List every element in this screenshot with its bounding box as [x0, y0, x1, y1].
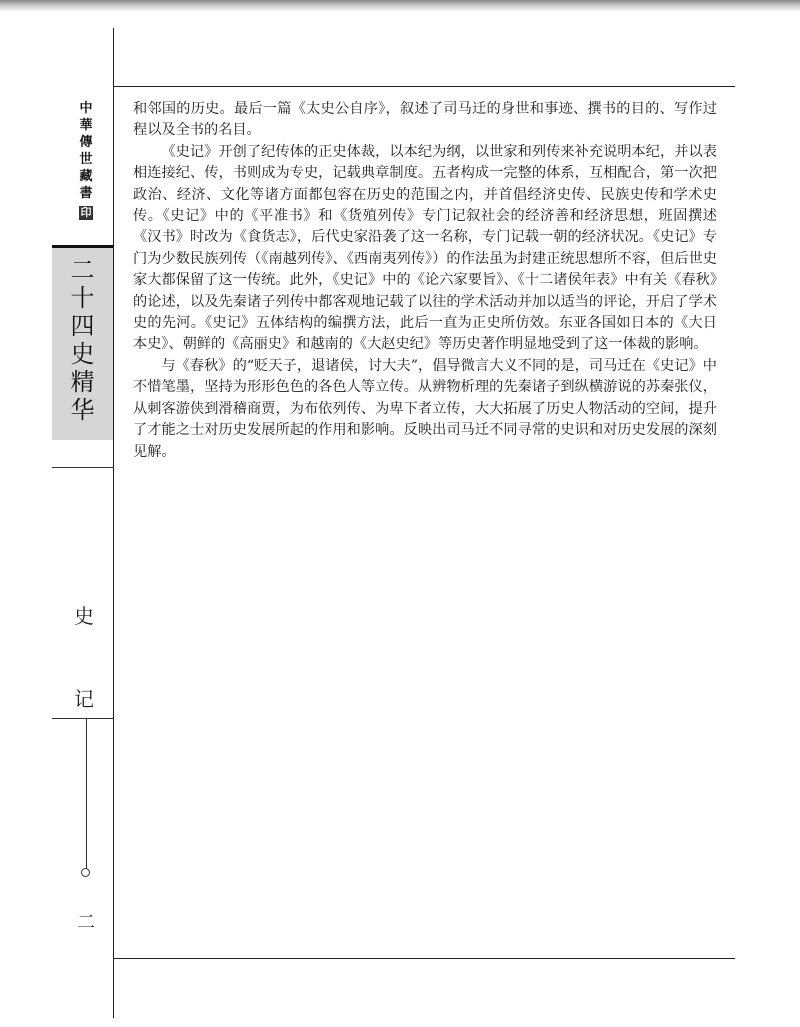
series-title-char: 藏	[79, 169, 93, 184]
header-rule	[113, 86, 735, 87]
circle-ornament-icon	[81, 868, 90, 877]
book-title-char: 十	[70, 284, 95, 312]
book-title-char: 史	[70, 340, 95, 368]
series-title-char: 中	[79, 101, 93, 116]
seal-stamp: 印	[80, 206, 92, 219]
series-title	[75, 100, 97, 220]
series-title-char: 華	[79, 118, 93, 133]
body-text	[133, 99, 717, 463]
series-title-char: 世	[79, 152, 93, 167]
chapter-title-char: 史	[74, 604, 94, 628]
sidebar-vertical-line	[86, 719, 87, 869]
book-title	[52, 256, 113, 424]
paragraph: 与《春秋》的“贬天子，退诸侯，讨大夫”，倡导微言大义不同的是，司马迁在《史记》中不惜笔墨，坚持为形形色色的各色人等立传。从辨物析理的先秦诸子到纵横游说的苏秦张仪，从刺客游侠到滑稽商贾，为布依列传、为卑下者立传，大大拓展了历史人物活动的空间，提升了才能之士对历史发展所起的作用和影响。反映出司马迁不同寻常的史识和对历史发展的深刻见解。	[133, 357, 717, 460]
series-title-char: 書	[79, 186, 93, 201]
page-top-shadow	[0, 0, 800, 12]
book-title-char: 四	[70, 312, 95, 340]
margin-rule	[113, 28, 114, 1018]
chapter-title-char: 记	[74, 687, 94, 711]
paragraph: 《史记》开创了纪传体的正史体裁，以本纪为纲，以世家和列传来补充说明本纪，并以表相连接纪、传，书则成为专史，记载典章制度。五者构成一完整的体系，互相配合，第一次把政治、经济、文化等诸方面都包容在历史的范围之内，并首倡经济史传、民族史传和学术史传。《史记》中的《平准书》和《货殖列传》专门记叙社会的经济善和经济思想，班固撰述《汉书》时改为《食货志》，后代史家沿袭了这一名称，专门记载一朝的经济状况。《史记》专门为少数民族列传（《南越列传》、《西南夷列传》）的作法虽为封建正统思想所不容，但后世史家大都保留了这一传统。此外，《史记》中的《论六家要旨》、《十二诸侯年表》中有关《春秋》的论述，以及先秦诸子列传中都客观地记载了以往的学术活动并加以适当的评论，开启了学术史的先河。《史记》五体结构的编撰方法，此后一直为正史所仿效。东亚各国如日本的《大日本史》、朝鲜的《高丽史》和越南的《大赵史纪》等历史著作明显地受到了这一体裁的影响。	[133, 143, 717, 353]
book-title-char: 精	[70, 368, 95, 396]
page-number: 二	[77, 912, 95, 933]
book-title-char: 二	[70, 256, 95, 284]
series-title-char: 傳	[79, 135, 93, 150]
book-title-char: 华	[70, 396, 95, 424]
paragraph: 和邻国的历史。最后一篇《太史公自序》，叙述了司马迁的身世和事迹、撰书的目的、写作过程以及全书的名目。	[133, 101, 717, 139]
sidebar-rule	[52, 718, 114, 719]
footer-rule	[113, 958, 735, 959]
sidebar-rule	[52, 467, 114, 468]
